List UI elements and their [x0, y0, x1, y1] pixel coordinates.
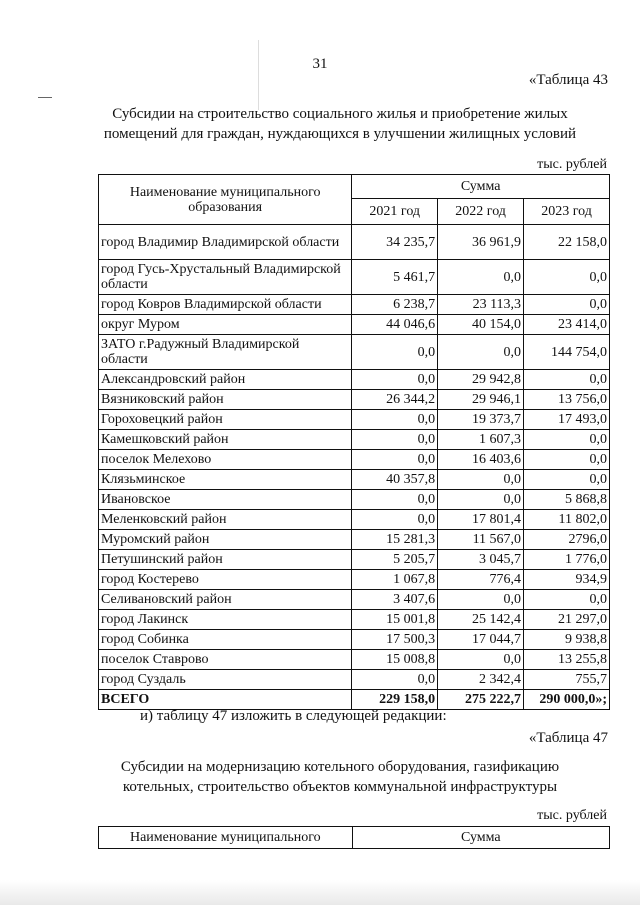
- municipality-name: Селивановский район: [99, 590, 352, 610]
- table-row: [99, 670, 610, 690]
- amount-cell: 0,0: [438, 260, 524, 295]
- amendment-clause: и) таблицу 47 изложить в следующей редакции:: [140, 708, 447, 724]
- amount-cell: 0,0: [438, 590, 524, 610]
- amount-cell: 0,0: [438, 470, 524, 490]
- table-row: [99, 390, 610, 410]
- municipality-name: поселок Мелехово: [99, 450, 352, 470]
- amount-cell: 0,0: [352, 670, 438, 690]
- municipality-name: Муромский район: [99, 530, 352, 550]
- amount-cell: 13 756,0: [524, 390, 610, 410]
- table47-header-name: Наименование муниципального: [99, 827, 353, 849]
- amount-cell: 5 205,7: [352, 550, 438, 570]
- table47-unit: тыс. рублей: [537, 808, 607, 823]
- amount-cell: 0,0: [524, 470, 610, 490]
- amount-cell: 0,0: [524, 590, 610, 610]
- table43-header-name: Наименование муниципального образования: [99, 175, 352, 225]
- scan-bottom-edge: [0, 880, 640, 905]
- amount-cell: 776,4: [438, 570, 524, 590]
- municipality-name: город Гусь-Хрустальный Владимирской области: [99, 260, 352, 295]
- municipality-name: Меленковский район: [99, 510, 352, 530]
- amount-cell: 0,0: [524, 430, 610, 450]
- amount-cell: 17 044,7: [438, 630, 524, 650]
- amount-cell: 23 113,3: [438, 295, 524, 315]
- municipality-name: округ Муром: [99, 315, 352, 335]
- table-row: [99, 650, 610, 670]
- table43-unit: тыс. рублей: [537, 157, 607, 172]
- table47-caption-line1: Субсидии на модернизацию котельного оборудования, газификацию: [120, 759, 560, 775]
- table-row: [99, 590, 610, 610]
- margin-dash-mark: [38, 97, 52, 98]
- amount-cell: 11 567,0: [438, 530, 524, 550]
- amount-cell: 0,0: [352, 370, 438, 390]
- amount-cell: 15 008,8: [352, 650, 438, 670]
- amount-cell: 0,0: [352, 335, 438, 370]
- municipality-name: город Костерево: [99, 570, 352, 590]
- table-total-row: [99, 690, 610, 710]
- amount-cell: 0,0: [438, 335, 524, 370]
- municipality-name: город Суздаль: [99, 670, 352, 690]
- amount-cell: 0,0: [524, 450, 610, 470]
- amount-cell: 11 802,0: [524, 510, 610, 530]
- municipality-name: Вязниковский район: [99, 390, 352, 410]
- table43-header-sum: Сумма: [352, 175, 610, 199]
- amount-cell: 23 414,0: [524, 315, 610, 335]
- amount-cell: 6 238,7: [352, 295, 438, 315]
- table-row: [99, 450, 610, 470]
- amount-cell: 2796,0: [524, 530, 610, 550]
- amount-cell: 13 255,8: [524, 650, 610, 670]
- amount-cell: 0,0: [524, 295, 610, 315]
- municipality-name: поселок Ставрово: [99, 650, 352, 670]
- amount-cell: 0,0: [352, 490, 438, 510]
- amount-cell: 1 067,8: [352, 570, 438, 590]
- total-label: ВСЕГО: [99, 690, 352, 710]
- amount-cell: 934,9: [524, 570, 610, 590]
- municipality-name: город Ковров Владимирской области: [99, 295, 352, 315]
- table-row: [99, 630, 610, 650]
- amount-cell: 0,0: [438, 650, 524, 670]
- amount-cell: 17 801,4: [438, 510, 524, 530]
- amount-cell: 40 154,0: [438, 315, 524, 335]
- table-row: [99, 410, 610, 430]
- amount-cell: 755,7: [524, 670, 610, 690]
- amount-cell: 40 357,8: [352, 470, 438, 490]
- municipality-name: город Собинка: [99, 630, 352, 650]
- municipality-name: город Владимир Владимирской области: [99, 225, 352, 260]
- amount-cell: 2 342,4: [438, 670, 524, 690]
- amount-cell: 0,0: [352, 410, 438, 430]
- municipality-name: город Лакинск: [99, 610, 352, 630]
- amount-cell: 1 776,0: [524, 550, 610, 570]
- amount-cell: 15 001,8: [352, 610, 438, 630]
- amount-cell: 0,0: [524, 260, 610, 295]
- table-row: [99, 550, 610, 570]
- table47-caption-line2: котельных, строительство объектов коммунальной инфраструктуры: [122, 779, 558, 795]
- amount-cell: 25 142,4: [438, 610, 524, 630]
- amount-cell: 3 045,7: [438, 550, 524, 570]
- amount-cell: 29 946,1: [438, 390, 524, 410]
- amount-cell: 0,0: [352, 430, 438, 450]
- amount-cell: 15 281,3: [352, 530, 438, 550]
- amount-cell: 9 938,8: [524, 630, 610, 650]
- amount-cell: 22 158,0: [524, 225, 610, 260]
- municipality-name: ЗАТО г.Радужный Владимирской области: [99, 335, 352, 370]
- municipality-name: Клязьминское: [99, 470, 352, 490]
- municipality-name: Петушинский район: [99, 550, 352, 570]
- municipality-name: Камешковский район: [99, 430, 352, 450]
- total-amount-cell: 229 158,0: [352, 690, 438, 710]
- amount-cell: 34 235,7: [352, 225, 438, 260]
- table43-caption-line2: помещений для граждан, нуждающихся в улучшении жилищных условий: [103, 126, 577, 142]
- table47-reference: «Таблица 47: [528, 730, 608, 746]
- table43-reference: «Таблица 43: [528, 72, 608, 88]
- amount-cell: 21 297,0: [524, 610, 610, 630]
- table-row: [99, 295, 610, 315]
- table-row: [99, 530, 610, 550]
- table-row: [99, 470, 610, 490]
- municipality-name: Гороховецкий район: [99, 410, 352, 430]
- table-row: [99, 570, 610, 590]
- amount-cell: 5 868,8: [524, 490, 610, 510]
- table47: [98, 826, 610, 849]
- table43-header-year-2023: 2023 год: [524, 199, 610, 225]
- table-row: [99, 370, 610, 390]
- table-row: [99, 315, 610, 335]
- total-amount-cell: 275 222,7: [438, 690, 524, 710]
- amount-cell: 0,0: [352, 510, 438, 530]
- amount-cell: 0,0: [438, 490, 524, 510]
- page-number: 31: [312, 56, 328, 72]
- amount-cell: 29 942,8: [438, 370, 524, 390]
- table43-header-year-2022: 2022 год: [438, 199, 524, 225]
- amount-cell: 0,0: [524, 370, 610, 390]
- amount-cell: 5 461,7: [352, 260, 438, 295]
- table-row: [99, 225, 610, 260]
- amount-cell: 1 607,3: [438, 430, 524, 450]
- total-amount-cell: 290 000,0»;: [524, 690, 610, 710]
- amount-cell: 36 961,9: [438, 225, 524, 260]
- amount-cell: 3 407,6: [352, 590, 438, 610]
- amount-cell: 144 754,0: [524, 335, 610, 370]
- amount-cell: 26 344,2: [352, 390, 438, 410]
- table-row: [99, 490, 610, 510]
- table-row: [99, 430, 610, 450]
- table-row: [99, 260, 610, 295]
- scan-fold-line: [258, 40, 259, 110]
- amount-cell: 0,0: [352, 450, 438, 470]
- amount-cell: 19 373,7: [438, 410, 524, 430]
- table-row: [99, 610, 610, 630]
- table47-header-sum: Сумма: [352, 827, 609, 849]
- table-row: [99, 335, 610, 370]
- municipality-name: Ивановское: [99, 490, 352, 510]
- table43-header-year-2021: 2021 год: [352, 199, 438, 225]
- amount-cell: 44 046,6: [352, 315, 438, 335]
- table43-caption-line1: Субсидии на строительство социального жилья и приобретение жилых: [112, 106, 568, 122]
- amount-cell: 17 493,0: [524, 410, 610, 430]
- table-row: [99, 510, 610, 530]
- amount-cell: 17 500,3: [352, 630, 438, 650]
- amount-cell: 16 403,6: [438, 450, 524, 470]
- table43: [98, 174, 610, 710]
- municipality-name: Александровский район: [99, 370, 352, 390]
